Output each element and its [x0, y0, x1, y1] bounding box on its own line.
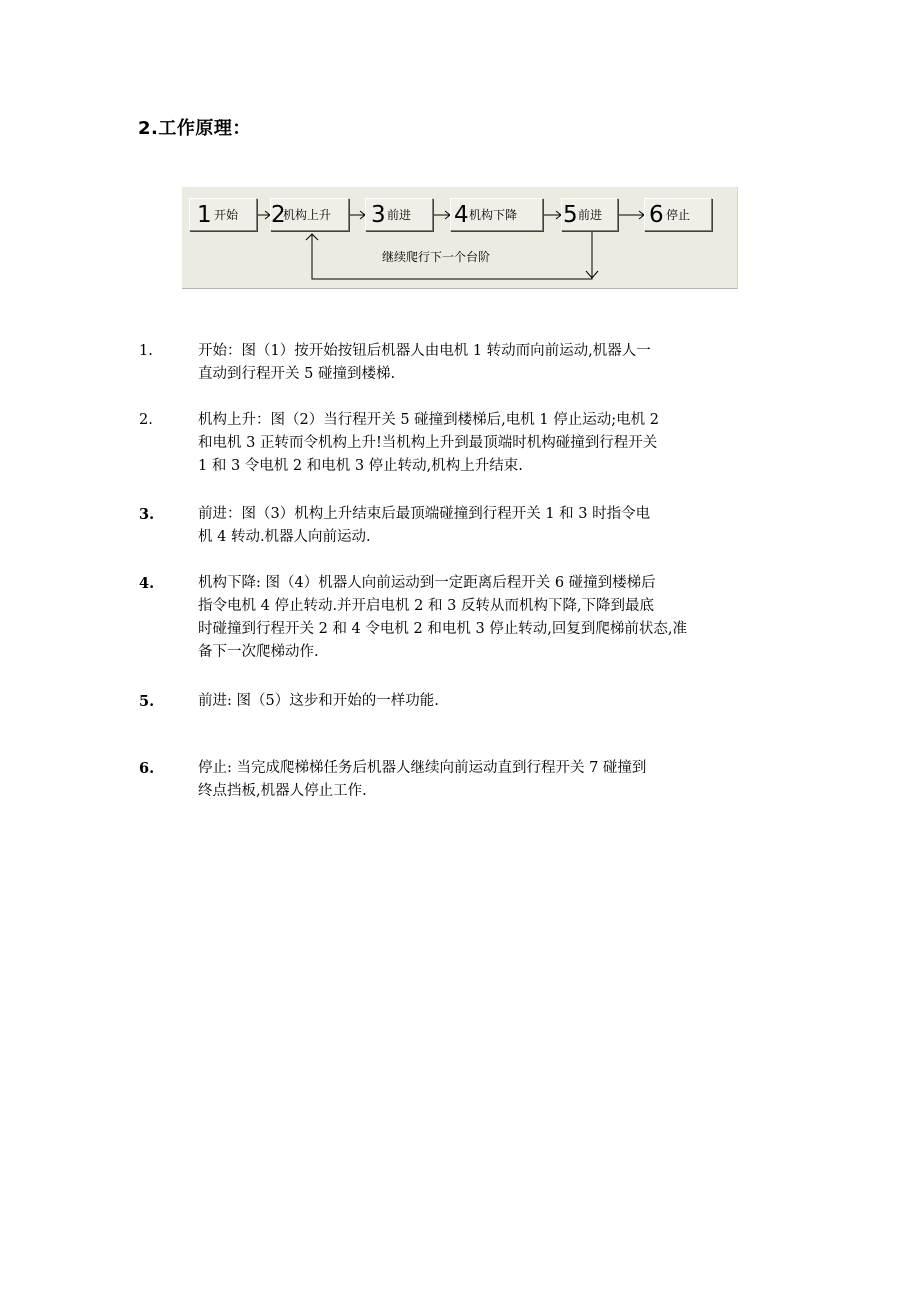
step-forward-1: [365, 198, 433, 231]
step-rise: [270, 198, 349, 231]
step-label: 前进: [387, 208, 412, 222]
item-number: 4.: [139, 575, 155, 592]
item-line: 1 和 3 令电机 2 和电机 3 停止转动,机构上升结束.: [198, 458, 523, 474]
step-number: 4: [454, 202, 469, 228]
item-line: 和电机 3 正转而令机构上升!当机构上升到最顶端时机构碰撞到行程开关: [198, 435, 658, 451]
loop-label: 继续爬行下一个台阶: [382, 250, 491, 264]
item-line: 前进：图（3）机构上升结束后最顶端碰撞到行程开关 1 和 3 时指令电: [198, 506, 651, 522]
item-line: 直动到行程开关 5 碰撞到楼梯.: [198, 366, 396, 382]
item-number: 3.: [139, 506, 155, 523]
item-text: [198, 340, 808, 386]
step-number: 3: [371, 202, 386, 228]
item-text: [198, 503, 808, 549]
arrow-2-3: [349, 211, 365, 219]
step-label: 机构上升: [283, 208, 332, 222]
item-line: 开始：图（1）按开始按钮后机器人由电机 1 转动而向前运动,机器人一: [198, 343, 651, 359]
item-line: 时碰撞到行程开关 2 和 4 令电机 2 和电机 3 停止转动,回复到爬梯前状态,准: [198, 621, 687, 637]
item-line: 备下一次爬梯动作.: [198, 644, 319, 660]
step-label: 前进: [578, 208, 603, 222]
item-line: 机构上升：图（2）当行程开关 5 碰撞到楼梯后,电机 1 停止运动;电机 2: [198, 412, 659, 428]
step-descend: [450, 198, 543, 231]
item-line: 终点挡板,机器人停止工作.: [198, 783, 367, 799]
step-number: 2: [271, 202, 286, 228]
item-text: [198, 409, 808, 478]
step-label: 开始: [214, 208, 239, 222]
step-label: 机构下降: [469, 208, 518, 222]
item-text: [198, 572, 808, 664]
item-number: 2.: [139, 412, 153, 428]
item-text: [198, 690, 808, 713]
step-label: 停止: [666, 208, 691, 222]
arrow-1-2: [257, 211, 270, 219]
step-number: 5: [563, 202, 578, 228]
item-number: 6.: [139, 760, 155, 777]
step-number: 6: [649, 202, 664, 228]
workflow-diagram: [182, 187, 738, 289]
item-text: [198, 757, 808, 803]
item-line: 前进: 图（5）这步和开始的一样功能.: [198, 693, 439, 709]
step-forward-2: [561, 198, 618, 231]
arrow-4-5: [543, 211, 561, 219]
step-start: [189, 198, 257, 231]
item-line: 机 4 转动.机器人向前运动.: [198, 529, 371, 545]
section-heading: 2.工作原理：: [138, 118, 251, 139]
item-number: 5.: [139, 693, 155, 710]
item-line: 指令电机 4 停止转动.并开启电机 2 和 3 反转从而机构下降,下降到最底: [198, 598, 655, 614]
item-number: 1.: [139, 343, 153, 359]
arrow-5-6: [618, 211, 644, 219]
step-stop: [644, 198, 712, 231]
arrow-3-4: [433, 211, 450, 219]
step-number: 1: [197, 202, 212, 228]
item-line: 停止: 当完成爬梯梯任务后机器人继续向前运动直到行程开关 7 碰撞到: [198, 760, 647, 776]
item-line: 机构下降: 图（4）机器人向前运动到一定距离后程开关 6 碰撞到楼梯后: [198, 575, 656, 591]
